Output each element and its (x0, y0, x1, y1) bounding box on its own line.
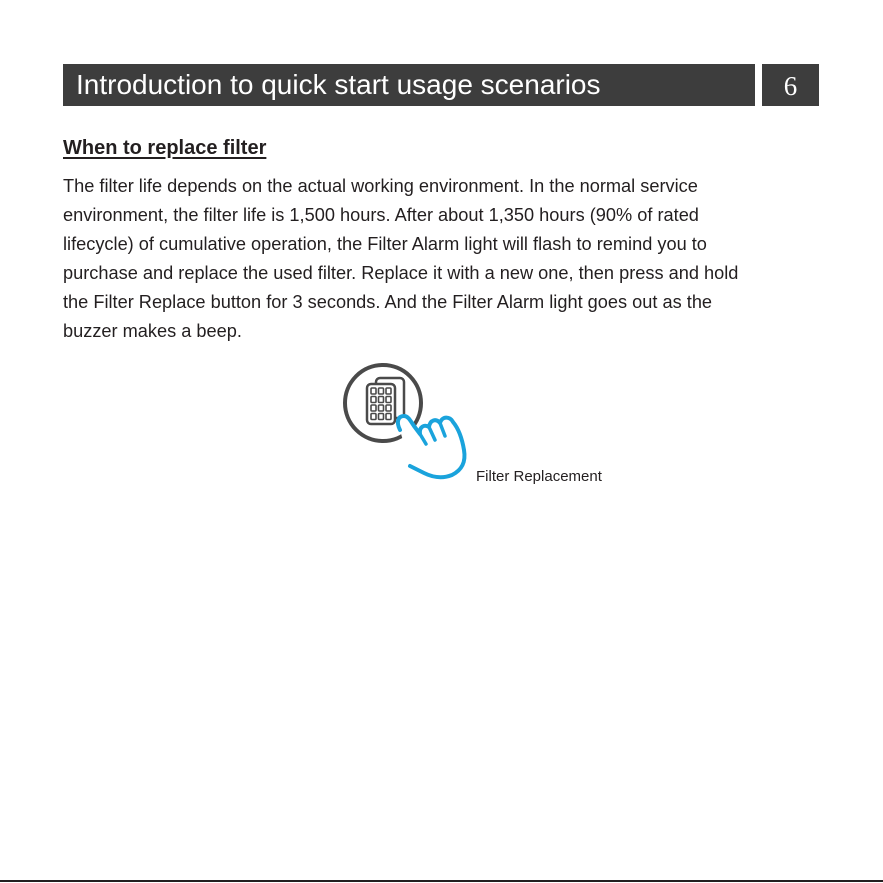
body-line: The filter life depends on the actual working environment. In the normal service (63, 176, 698, 196)
hand-pointer-icon (398, 416, 465, 477)
page-number: 6 (783, 71, 798, 101)
body-line: lifecycle) of cumulative operation, the Filter Alarm light will flash to remind you to (63, 234, 707, 254)
body-line: the Filter Replace button for 3 seconds. And the Filter Alarm light goes out as the (63, 292, 713, 312)
page-number-box (762, 64, 819, 106)
body-line: buzzer makes a beep. (63, 321, 242, 341)
title-bar (63, 64, 755, 106)
body-line: environment, the filter life is 1,500 hours. After about 1,350 hours (90% of rated (63, 205, 699, 225)
body-paragraph (63, 172, 823, 346)
bottom-divider (0, 880, 883, 882)
illustration-caption: Filter Replacement (476, 468, 602, 485)
page-title: Introduction to quick start usage scenarios (76, 69, 601, 100)
section-heading: When to replace filter (63, 137, 267, 159)
body-line: purchase and replace the used filter. Replace it with a new one, then press and hold (63, 263, 739, 283)
